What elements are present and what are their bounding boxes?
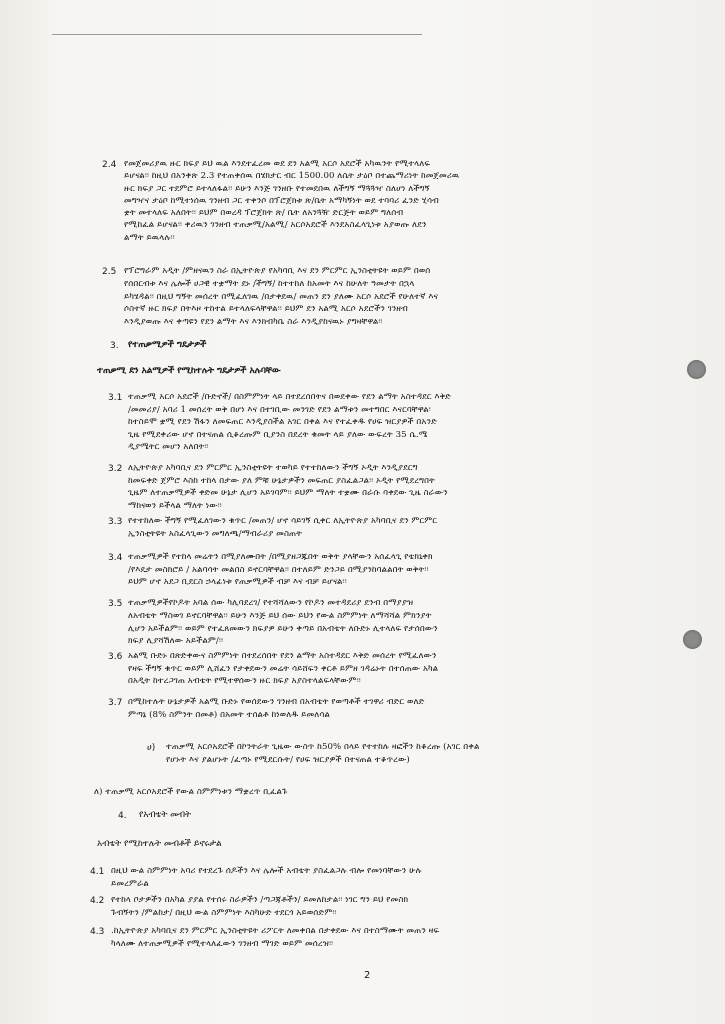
text-line: ተጠቃሚዎች የተከላ መሬትን በሚያለሙበት /በሚያዘጋጁበት ወቅት ያላቸውን አሰፈላጊ የቴክኒቀክ [128, 552, 433, 562]
text-line: ልማት ይዉላሉ፡፡ [124, 232, 175, 243]
text-line: ከተስይሞ ቋሚ የደን ሽፋን ለመፍጠር እንዲያስችል አገር በቀል እና የተፈቀዱ የሀፍ ዝርያዎች በአንድ [128, 417, 438, 427]
punch-hole-bottom [683, 630, 702, 649]
section-4-title: የአብቴት መብት [139, 810, 191, 820]
text-line: ለአብቴት ማስወገ ይኖርባቸዋል፡፡ ይሁን እንጅ ይህ ሰው ይህን የውል ስምምነት ለማሻሻል ምክንያት [128, 610, 432, 621]
section-4-intro: አብቴት የሚከተሉት መብቶች ይኖሩታል [97, 839, 222, 849]
text-line: ይሆናል፡፡ ከዚህ በአንቀጽ 2.3 የተጠቀሰዉ በሄክታር ብር 1500.00 ለሴት ታዕቦ በተጨማሪነት ከመጀመሪዉ [124, 171, 460, 182]
text-line: የዛፍ ችግኝ ቁጥር ወይም ሊሸፈን የታቀደውን መሬት ሳይሸፍን ቀርቶ ይምዘ ገዳሬኑት በተሰጠው አካል [128, 663, 439, 674]
clause-4-1-text [111, 865, 422, 891]
text-line: ካላለሙ ለተጠቃሚዎች የሚተላለፈውን ገንዘብ ማገድ ወይም መሰረዝ፡፡ [111, 939, 334, 949]
clause-3-1-text [128, 391, 451, 454]
text-line: ኢንስቲትዩት አስፈላጊውን መግለጫ/ማብራሪያ መስጠት [128, 528, 303, 539]
clause-number: 2.4 [102, 160, 117, 170]
clause-number: 3.3 [108, 517, 123, 527]
text-line: በሚከተሉት ሁኔታዎች አልሚ ቡድኑ የወሰደውን ገንዘብ በአብቴት የወጣቶች ተገዋሪ ብድር ወለድ [128, 697, 425, 707]
clause-2-5-text [124, 265, 438, 329]
text-line: የሚከፈል ይሆናል፡፡ ቀሪዉን ገንዘብ ተጠቃሚ/አልሚ/ አርሶአደሮች እንደአስፈላጊነቱ አያወጡ ለደን [124, 220, 427, 231]
text-line: /የእዴታ መስክሮይ / አልባሳት መልበስ ይኖርባቸዋል፡፡ በተለይም ድንጋይ በሚያንከባልልበት ወቅት፡፡ [128, 564, 429, 575]
text-line: ክፍያ ሊያሻሽለው አይችልም/፡፡ [128, 636, 224, 647]
section-number: 3. [110, 341, 119, 351]
text-line: መግዣና ታዕቦ ከሚተነሰዉ ገንዘብ ጋር ተቀንሶ በፕሮጀክቱ ጽ/ቤት አማካኝነት ወደ ተባባሪ ፈንድ ሂሳብ [124, 195, 439, 206]
text-line: ምጣኔ (8% ስምንት በመቶ) በአመት ተሰልቶ ከነወለዱ ይመለሳል [128, 709, 330, 720]
text-line: ተጠቃሚዎችየኮዶት አባል ሰው ካሊባደረገ/ የተሻሻለውን የኮዶን መተዳደሪያ ደንብ በማያያዝ [128, 598, 414, 608]
clause-2-4-text [124, 158, 459, 244]
top-edge-line [52, 34, 422, 35]
clause-4-2-text [111, 894, 408, 920]
clause-3-5-text [128, 597, 438, 648]
text-line: /መመሪያ/ አባሪ 1 መሰረት ወቅ በሆነ እና በተገቢው መንገድ የደን ልማቱን መተግበር እናርባቸዋል፡ [128, 404, 431, 415]
clause-number: 3.7 [108, 698, 123, 708]
text-line: እንዲያወጡ እና ቀጣዩን የደን ልማት እና እንክብካቤ ስራ እንዲያከናዉኑ ያግዛቸዋል፡፡ [124, 317, 383, 328]
text-line: ተጠቃሚ አርሶ አደሮች /ቡድኖች/ በስምምነት ላይ በተደረሰበትና በወደቀው የደን ልማት አስተዳደር እቅድ [128, 392, 451, 402]
text-line: ለኢትዮጵያ አካባቢና ደን ምርምር ኢንስቲትዩት ተወካይ የተተከለውን ችግኝ ኦዲት እንዲያደርግ [128, 463, 418, 473]
page-number: 2 [364, 970, 371, 981]
clause-number: 4.1 [90, 867, 105, 877]
text-line: የሰበርብቱ እና ሌሎች ሀጋዊ ተቋማት ደኑ /ችግኝ/ ከተተከለ ከአመት እና ከሁለት ዓመታት በኋላ [124, 278, 415, 289]
text-line: የመጀመሪያዉ ዙር ክፍያ ይህ ዉል እንደተፈረመ ወደ ደን አልሚ አርሶ አደሮች አካዉንት የሚተላለፍ [124, 159, 431, 169]
text-line: ጉብኝትን /ምልከታ/ በዚህ ውል ስምምነት እስካሁድ ተደርጎ አይወሰድም፡፡ [111, 908, 337, 918]
clause-number: 2.5 [102, 267, 117, 277]
clause-3-2-text [128, 462, 448, 512]
text-line: ይህም ሆኖ አደጋ ቢደርስ ኃላፊነቱ የጠቃሚዎች ብቻ እና ብቻ ይሆናል፡፡ [128, 577, 347, 588]
section-3-title: የተጠቃሚዎች ግዴታዎች [128, 340, 207, 350]
text-line: ሶስተኛ ዙር ክፍያ በትእዞ ተከተል ይተላለፍላቸዋል፡፡ ይህም ደን አልሚ አርሶ አደሮችን ገንዘብ [124, 304, 408, 315]
clause-number: 3.1 [108, 393, 123, 403]
text-line: በዚህ ውል ስምምነት አባሪ የተደረጉ ሰዶችን እና ሌሎች አብቴት ያስፈልጋሉ ብሎ የመነባቸውን ሁሉ [111, 866, 422, 876]
text-line: የተከላ ቦታዎችን በአካል ያያል የተሰሩ ስራዎችን /ጣጋጃቶችን/ ይመለከታል፡፡ ነገር ግን ይህ የመስክ [111, 895, 409, 905]
clause-number: 3.2 [108, 464, 123, 474]
clause-number: 3.6 [108, 652, 123, 662]
punch-hole-top [687, 360, 706, 379]
clause-number: 4.2 [90, 896, 105, 906]
subitem-ha-text [166, 741, 480, 767]
subitem-le-text: ለ) ተጠቃሚ አርሶአደሮች የውል ስምምነቱን ማቋረጥ ቢፈልጉ [94, 787, 288, 797]
text-line: የሆኑት እና ያልሆኑት /ፈጣኑ የሚደርሱት/ የሀፍ ዝርያዎች በተናጠል ተቆጥረው) [166, 755, 410, 765]
text-line: በአዲት ከተረጋገጠ አብቴት የሚተዋሰውን ዙር ክፍያ አያስተላልፍላቸውም፡፡ [128, 676, 361, 687]
clause-3-3-text [128, 515, 437, 540]
section-number: 4. [118, 811, 127, 821]
text-line: አልሚ ቡድኑ በጽድቀውና ስምምነት በተደረሰበት የደን ልማት አስተዳደር እቅድ መሰረት የሚፈለውን [128, 651, 437, 661]
text-line: ቋት መተላለፍ አለበት፡፡ ይህም በወረዳ ፕሮጀክት ጽ/ ቤት ለአንጓዥ ድርጅት ወይም ግለሰብ [124, 208, 404, 219]
text-line: ዙር ክፍያ ጋር ተደምሮ ይተላለፋል፡፡ ይሁን እንጅ ገንዘቡ የተመደበዉ ለችግኝ ማጓጓዣ ስለሆነ ለችግኝ [124, 183, 430, 194]
clause-3-7-text [128, 696, 425, 721]
text-line: ጊዜም ለተጠቃሚዎች ቀድመ ሁኔታ ሊሆን አይገባም፡፡ ይህም ማለት ተቋሙ በራሱ ባቀደው ጊዜ ስራውን [128, 488, 448, 499]
text-line: ይመረምራል [111, 879, 149, 889]
text-line: .ከኢትዮጵያ አካባቢና ደን ምርምር ኢንስቲትዩት ሪፖርት ለመቀበል በታቀደው እና በተስማሙት መጠን ዛፍ [111, 926, 440, 936]
text-line: ማከናወን ይችላል ማለት ነው፡፡ [128, 500, 222, 511]
text-line: ተጠቃሚ አርሶአደሮች በኮንትራት ጊዜው ውስጥ ከ50% በላይ የተተከሉ ዛፎችን ከቆረጡ (አገር በቀል [166, 742, 480, 752]
clause-number: 4.3 [90, 927, 105, 937]
clause-3-6-text [128, 650, 438, 688]
clause-number: 3.4 [108, 553, 123, 563]
text-line: የፕሮግራም አዲት /ምዘናዉን ስራ በኢትዮጵያ የአካባቢ እና ደን ምርምር ኢንስቲትዩት ወይም በወሰ [124, 266, 431, 276]
text-line: ሊሆን አይችልም፡፡ ወይም የተፈጸመውን ክፍያዎ ይሁን ቀጣይ በአብቴት ለቡድኑ ሊተላለፍ የታሰበውን [128, 623, 438, 634]
clause-number: 3.5 [108, 599, 123, 609]
subitem-label: ሀ) [147, 743, 156, 753]
clause-4-3-text [111, 925, 439, 951]
text-line: ይካሄዳል፡፡ በዚህ ግኝት መሰረት በሚፈለገዉ /በታቀደዉ/ መጠን ደን ያለሙ አርሶ አደሮች የሁለተኛ እና [124, 291, 439, 302]
text-line: ጊዜ የሚደቀሪው ሆኖ በተናጠል ሲቆረጡም ቢያንስ በደረት ቁመት ላይ ያለው ውፍረት 35 ሴ.ሜ [128, 429, 428, 440]
text-line: ከመፍቀድ ጀምሮ እስከ ተከላ በታው ያለ ምቹ ሁኔታዎችን መፍጠር ያስፈልጋል፡፡ ኦዲት የሚደረግበት [128, 475, 435, 486]
clause-3-4-text [128, 551, 433, 589]
text-line: ዲያሜትር መሆን አለበት፡፡ [128, 442, 209, 452]
section-3-intro: ተጠቃሚ ደን አልሚዎች የሚከተሉት ግዴታዎች አሉባቸው [97, 366, 281, 376]
text-line: የተተከለው ችግኝ የሚፈለገውን ቁጥር /መጠን/ ሆኖ ሳይገኝ ሲቀር ለኢትዮጵያ አካባቢና ደን ምርምር [128, 516, 438, 526]
